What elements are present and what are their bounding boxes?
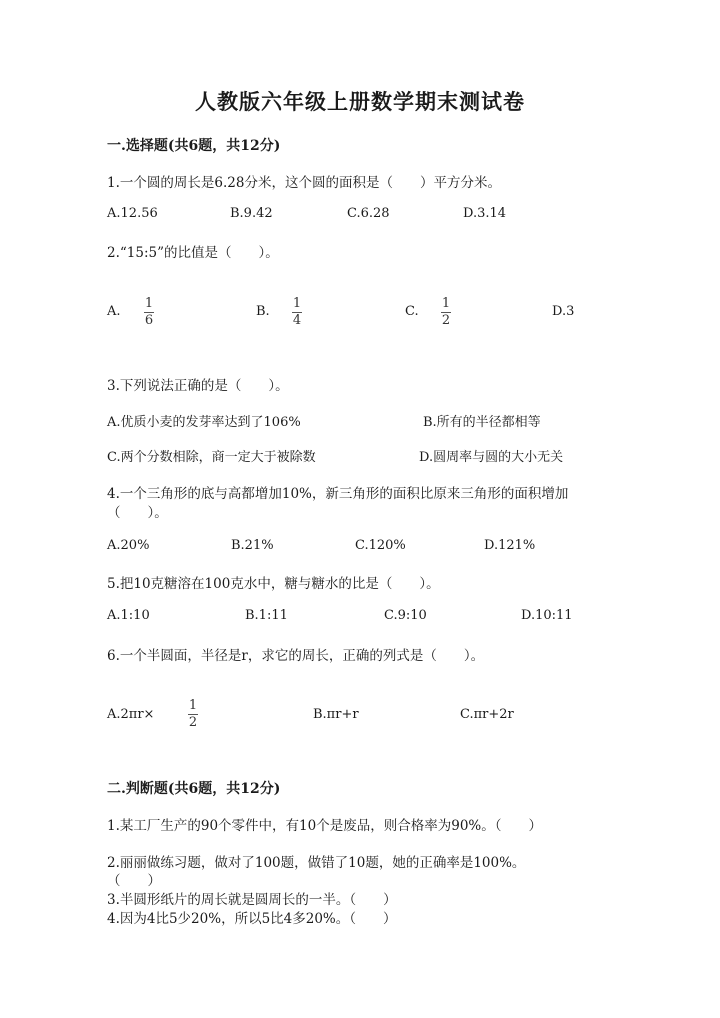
fraction-numerator: 1 — [441, 296, 451, 311]
q5-option-b: B.1:11 — [245, 608, 288, 623]
q2-option-c-label: C. — [405, 304, 419, 319]
q6-option-b: B.πr+r — [313, 707, 359, 722]
question-3-text: 3.下列说法正确的是（ ）。 — [107, 378, 289, 394]
judgment-1-text: 1.某工厂生产的90个零件中，有10个是废品，则合格率为90%。（ ） — [107, 818, 542, 834]
question-4-text-line2: （ ）。 — [107, 505, 168, 521]
q6-option-a-fraction — [188, 699, 198, 730]
q1-option-c: C.6.28 — [347, 206, 390, 221]
q4-option-c: C.120% — [355, 538, 406, 553]
q2-option-c-fraction — [441, 297, 451, 328]
section-heading-judgment: 二.判断题(共6题，共12分) — [107, 781, 281, 797]
q5-option-c: C.9:10 — [384, 608, 427, 623]
question-6-text: 6.一个半圆面，半径是r，求它的周长，正确的列式是（ ）。 — [107, 648, 485, 664]
fraction-numerator: 1 — [144, 296, 154, 311]
q4-option-a: A.20% — [107, 538, 150, 553]
judgment-2-text: 2.丽丽做练习题，做对了100题，做错了10题，她的正确率是100%。 — [107, 855, 526, 871]
question-1-text: 1.一个圆的周长是6.28分米，这个圆的面积是（ ）平方分米。 — [107, 175, 501, 191]
fraction-denominator: 2 — [188, 715, 198, 730]
q5-option-d: D.10:11 — [521, 608, 573, 623]
judgment-2-answer-blank: （ ） — [107, 873, 161, 889]
fraction-numerator: 1 — [292, 296, 302, 311]
q2-option-b-label: B. — [256, 304, 270, 319]
question-2-text: 2.“15:5”的比值是（ ）。 — [107, 245, 279, 261]
q2-option-d: D.3 — [552, 304, 575, 319]
q6-option-c: C.πr+2r — [460, 707, 514, 722]
q6-option-a-label: A.2πr× — [107, 707, 155, 722]
q5-option-a: A.1:10 — [107, 608, 150, 623]
fraction-denominator: 6 — [144, 313, 154, 328]
fraction-denominator: 4 — [292, 313, 302, 328]
q3-option-c: C.两个分数相除，商一定大于被除数 — [107, 450, 316, 465]
q3-option-d: D.圆周率与圆的大小无关 — [419, 450, 564, 465]
q3-option-b: B.所有的半径都相等 — [423, 415, 541, 430]
section-heading-choice: 一.选择题(共6题，共12分) — [107, 138, 281, 154]
q1-option-a: A.12.56 — [107, 206, 158, 221]
q1-option-b: B.9.42 — [230, 206, 273, 221]
page-title: 人教版六年级上册数学期末测试卷 — [195, 89, 525, 114]
q2-option-b-fraction — [292, 297, 302, 328]
q2-option-a-fraction — [144, 297, 154, 328]
judgment-3-text: 3.半圆形纸片的周长就是圆周长的一半。（ ） — [107, 892, 397, 908]
question-5-text: 5.把10克糖溶在100克水中，糖与糖水的比是（ ）。 — [107, 576, 440, 592]
judgment-4-text: 4.因为4比5少20%，所以5比4多20%。（ ） — [107, 911, 397, 927]
fraction-denominator: 2 — [441, 313, 451, 328]
q4-option-d: D.121% — [484, 538, 536, 553]
q2-option-a-label: A. — [107, 304, 121, 319]
q4-option-b: B.21% — [231, 538, 274, 553]
q1-option-d: D.3.14 — [463, 206, 507, 221]
q3-option-a: A.优质小麦的发芽率达到了106% — [107, 415, 301, 430]
question-4-text-line1: 4.一个三角形的底与高都增加10%，新三角形的面积比原来三角形的面积增加 — [107, 486, 569, 502]
fraction-numerator: 1 — [188, 698, 198, 713]
